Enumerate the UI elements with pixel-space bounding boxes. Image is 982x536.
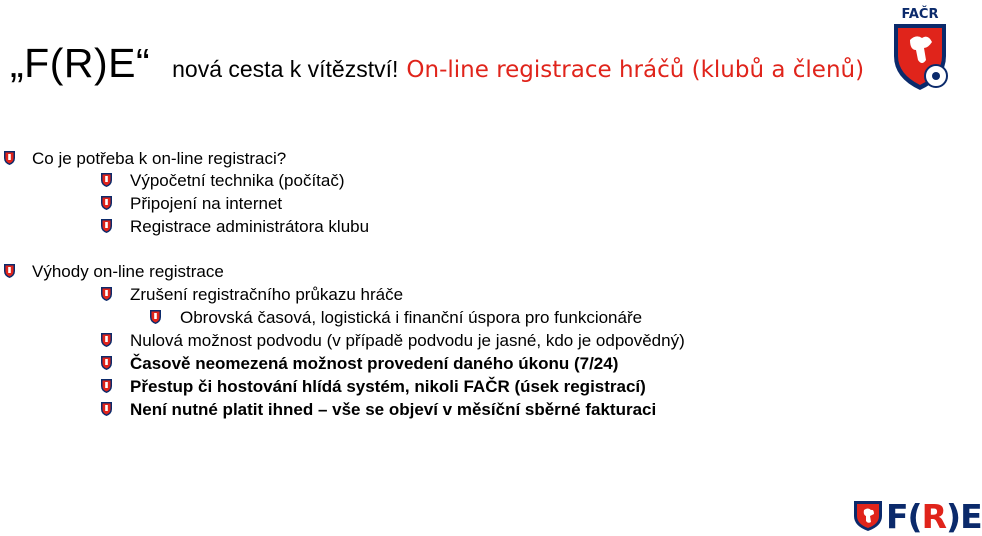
crest-bullet-icon	[101, 196, 112, 210]
list-item: Není nutné platit ihned – vše se objeví v měsíční sběrné fakturaci	[130, 400, 657, 419]
crest-bullet-icon	[101, 219, 112, 233]
subtitle: nová cesta k vítězství!	[172, 56, 399, 82]
facr-logo-text: FAČR	[901, 7, 939, 22]
list-item: Zrušení registračního průkazu hráče	[130, 285, 404, 304]
list-item: Registrace administrátora klubu	[130, 217, 370, 236]
list-item: Časově neomezená možnost provedení daného úkonu (7/24)	[130, 354, 619, 373]
crest-bullet-icon	[101, 402, 112, 416]
list-item: Výpočetní technika (počítač)	[130, 171, 345, 190]
crest-bullet-icon	[101, 356, 112, 370]
list-item: Obrovská časová, logistická i finanční úspora pro funkcionáře	[180, 308, 643, 327]
crest-bullet-icon	[101, 287, 112, 301]
fre-logo-r: R	[921, 497, 947, 536]
section-heading-requirements: Co je potřeba k on-line registraci?	[32, 149, 287, 168]
slide-title	[10, 40, 864, 87]
crest-bullet-icon	[101, 333, 112, 347]
facr-crest-icon	[851, 498, 885, 532]
fre-logo-part: )E	[946, 497, 982, 536]
brand-title: „F(R)E“	[10, 40, 151, 86]
accent-title: On-line registrace hráčů (klubů a členů)	[406, 57, 865, 83]
crest-bullet-icon	[101, 379, 112, 393]
list-item: Nulová možnost podvodu (v případě podvodu je jasné, kdo je odpovědný)	[130, 331, 685, 350]
fre-logo-part: F(	[886, 497, 922, 536]
list-item: Přestup či hostování hlídá systém, nikoli FAČR (úsek registrací)	[130, 377, 646, 396]
crest-bullet-icon	[101, 173, 112, 187]
crest-bullet-icon	[150, 310, 161, 324]
crest-bullet-icon	[4, 264, 15, 278]
section-heading-advantages: Výhody on-line registrace	[32, 262, 224, 281]
fre-logo	[886, 497, 982, 536]
crest-bullet-icon	[4, 151, 15, 165]
facr-logo	[888, 4, 952, 94]
list-item: Připojení na internet	[130, 194, 283, 213]
